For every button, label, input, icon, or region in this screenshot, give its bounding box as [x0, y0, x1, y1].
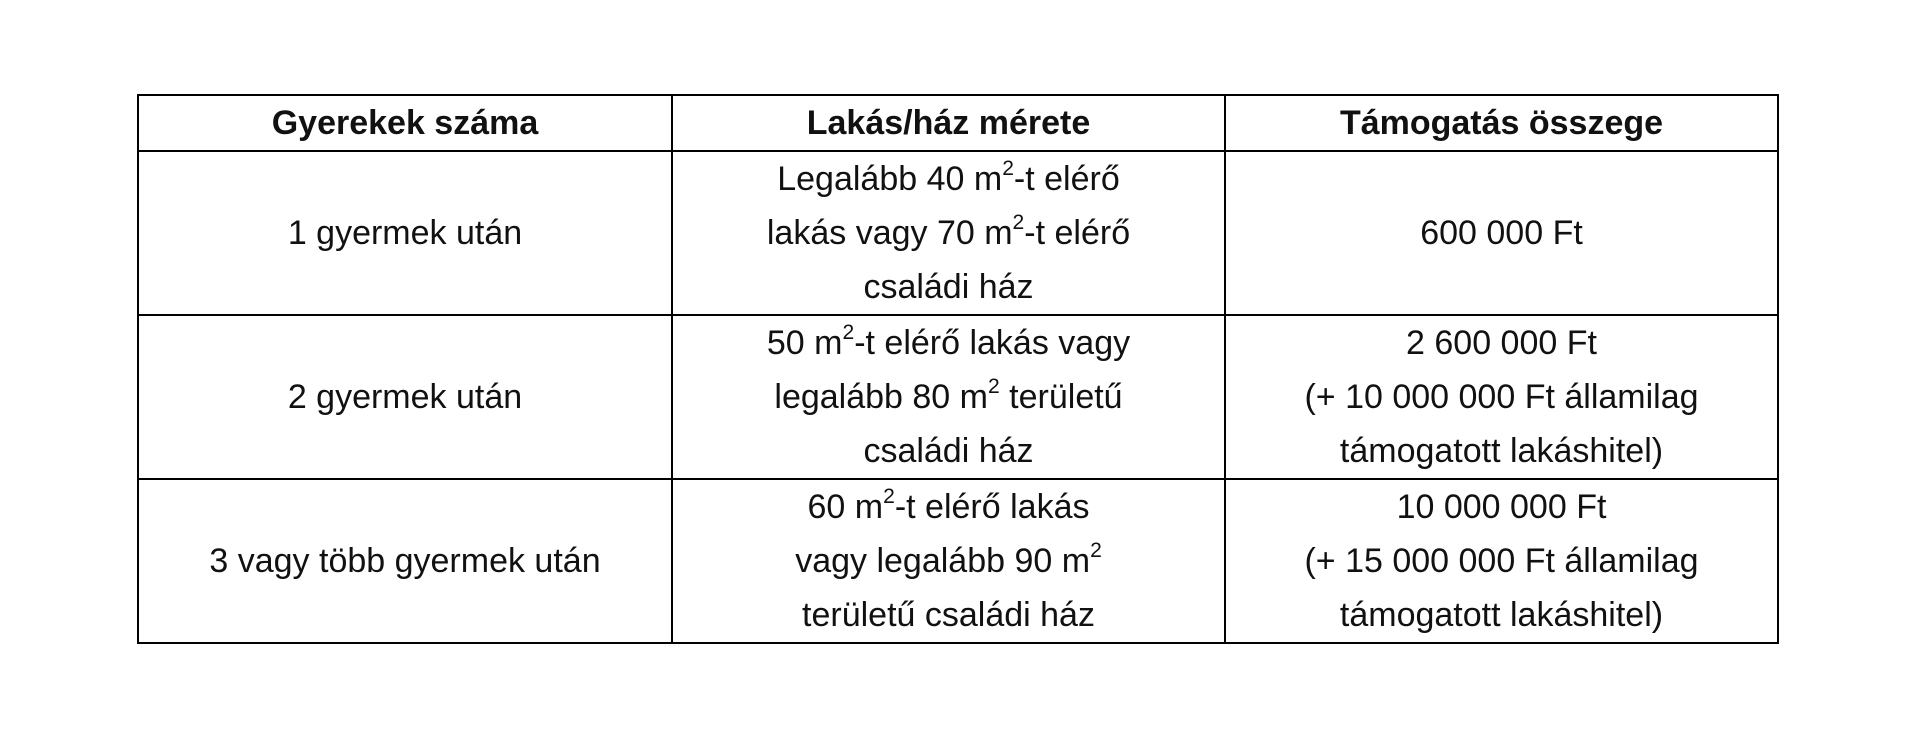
header-support-amount: Támogatás összege [1225, 95, 1778, 151]
size-line: legalább 80 $m^2$ területű [774, 374, 1123, 416]
amount-main: 10 000 000 Ft [1396, 488, 1607, 526]
cell-home-size [672, 479, 1225, 643]
support-table-wrapper [137, 94, 1779, 644]
amount-extra: (+ 15 000 000 Ft államilag [1304, 542, 1699, 580]
cell-children-count: 1 gyermek után [138, 151, 672, 315]
cell-support-amount [1225, 479, 1778, 643]
amount-main: 2 600 000 Ft [1406, 324, 1597, 362]
amount-main: 600 000 Ft [1420, 214, 1583, 252]
size-line: Legalább 40 $m^2-t$ elérő [777, 156, 1120, 198]
size-line: 50 $m^2-t$ elérő lakás vagy [766, 320, 1131, 362]
table-header-row [138, 95, 1778, 151]
size-line: családi ház [863, 432, 1034, 470]
amount-extra: támogatott lakáshitel) [1339, 596, 1664, 634]
table-row [138, 479, 1778, 643]
cell-home-size [672, 151, 1225, 315]
cell-support-amount [1225, 151, 1778, 315]
size-line: 60 $m^2-t$ elérő lakás [807, 484, 1090, 526]
size-line: vagy legalább 90 $m^2$ [795, 538, 1102, 580]
cell-support-amount [1225, 315, 1778, 479]
size-line: családi ház [863, 268, 1034, 306]
size-line: területű családi ház [802, 596, 1095, 634]
amount-extra: (+ 10 000 000 Ft államilag [1304, 378, 1699, 416]
cell-children-count: 3 vagy több gyermek után [138, 479, 672, 643]
size-line: lakás vagy 70 $m^2-t$ elérő [766, 210, 1131, 252]
cell-home-size [672, 315, 1225, 479]
amount-extra: támogatott lakáshitel) [1339, 432, 1664, 470]
header-home-size: Lakás/ház mérete [672, 95, 1225, 151]
cell-children-count: 2 gyermek után [138, 315, 672, 479]
table-row [138, 315, 1778, 479]
table-row [138, 151, 1778, 315]
support-table [137, 94, 1779, 644]
header-children-count: Gyerekek száma [138, 95, 672, 151]
